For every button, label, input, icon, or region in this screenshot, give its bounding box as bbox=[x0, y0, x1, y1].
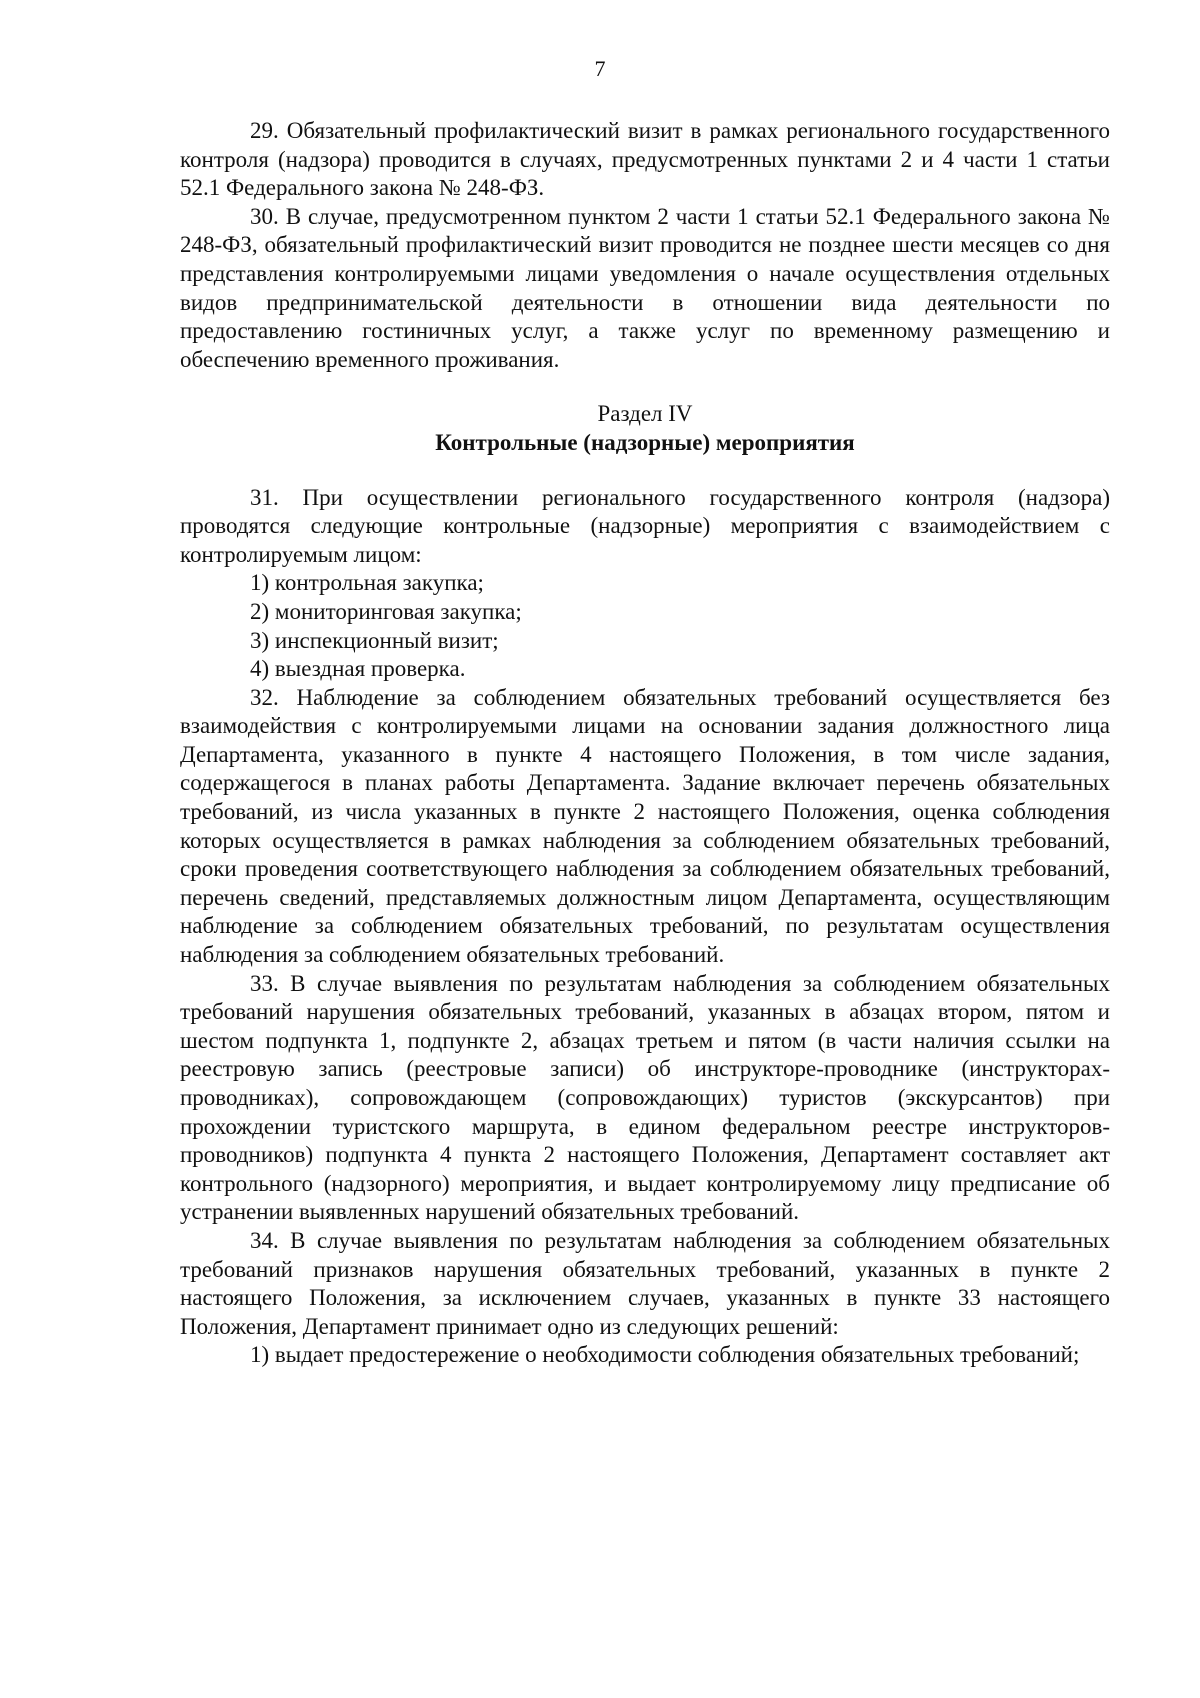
document-body bbox=[180, 117, 1110, 1370]
page-number: 7 bbox=[594, 56, 606, 81]
section-title: Контрольные (надзорные) мероприятия bbox=[435, 429, 855, 455]
paragraph-32: 32. Наблюдение за соблюдением обязательных требований осуществляется без взаимодействия с контролируемыми лицами на основании задания должностного лица Департамента, указанного в пункте 4 настоящего Положения, в том числе задания, содержащегося в планах работы Департамента. Задание включает перечень обязательных требований, из числа указанных в пункте 2 настоящего Положения, оценка соблюдения которых осуществляется в рамках наблюдения за соблюдением обязательных требований, сроки проведения соответствующего наблюдения за соблюдением обязательных требований, перечень сведений, представляемых должностным лицом Департамента, осуществляющим наблюдение за соблюдением обязательных требований, по результатам осуществления наблюдения за соблюдением обязательных требований. bbox=[180, 684, 1110, 968]
paragraph-34-item-1: 1) выдает предостережение о необходимости соблюдения обязательных требований; bbox=[250, 1342, 1080, 1368]
list-item: 3) инспекционный визит; bbox=[250, 627, 499, 653]
paragraph-34: 34. В случае выявления по результатам наблюдения за соблюдением обязательных требований признаков нарушения обязательных требований, указанных в пункте 2 настоящего Положения, за исключением случаев, указанных в пункте 33 настоящего Положения, Департамент принимает одно из следующих решений: bbox=[180, 1227, 1110, 1339]
list-item: 2) мониторинговая закупка; bbox=[250, 598, 522, 624]
list-item: 1) контрольная закупка; bbox=[250, 570, 484, 596]
paragraph-30: 30. В случае, предусмотренном пунктом 2 части 1 статьи 52.1 Федерального закона № 248-ФЗ, обязательный профилактический визит проводится не позднее шести месяцев со дня представления контролируемыми лицами уведомления о начале осуществления отдельных видов предпринимательской деятельности в отношении вида деятельности по предоставлению гостиничных услуг, а также услуг по временному размещению и обеспечению временного проживания. bbox=[180, 203, 1110, 372]
paragraph-31: 31. При осуществлении регионального государственного контроля (надзора) проводятся следующие контрольные (надзорные) мероприятия с взаимодействием с контролируемым лицом: bbox=[180, 484, 1110, 567]
paragraph-29: 29. Обязательный профилактический визит в рамках регионального государственного контроля (надзора) проводится в случаях, предусмотренных пунктами 2 и 4 части 1 статьи 52.1 Федерального закона № 248-ФЗ. bbox=[180, 118, 1110, 201]
list-item: 4) выездная проверка. bbox=[250, 656, 466, 682]
paragraph-33: 33. В случае выявления по результатам наблюдения за соблюдением обязательных требований нарушения обязательных требований, указанных в абзацах втором, пятом и шестом подпункта 1, подпункте 2, абзацах третьем и пятом (в части наличия ссылки на реестровую запись (реестровые записи) об инструкторе-проводнике (инструкторах-проводниках), сопровождающем (сопровождающих) туристов (экскурсантов) при прохождении туристского маршрута, в едином федеральном реестре инструкторов-проводников) подпункта 4 пункта 2 настоящего Положения, Департамент составляет акт контрольного (надзорного) мероприятия, и выдает контролируемому лицу предписание об устранении выявленных нарушений обязательных требований. bbox=[180, 970, 1110, 1225]
section-label: Раздел IV bbox=[597, 401, 693, 427]
